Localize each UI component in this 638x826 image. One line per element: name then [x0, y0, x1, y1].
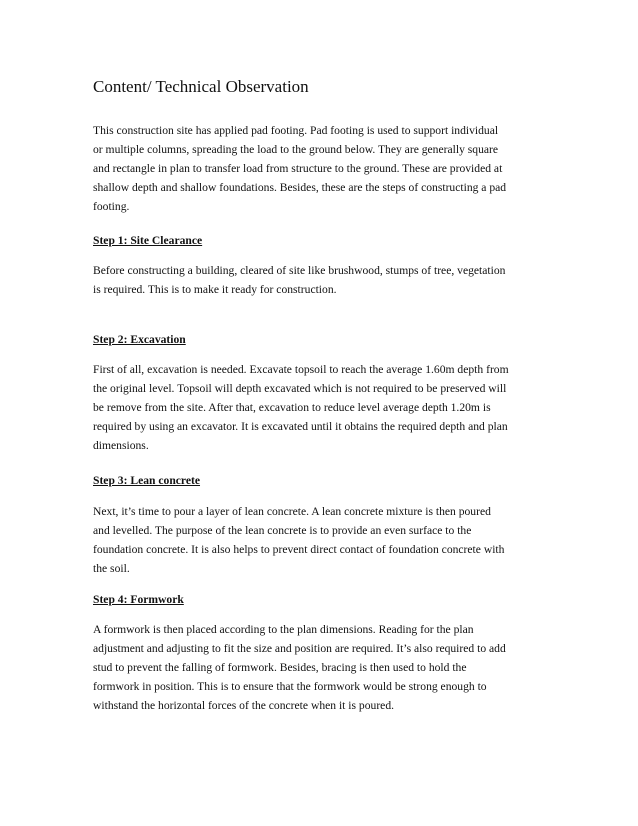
step-2-line: be remove from the site. After that, excavation to reduce level average depth 1.20m is [93, 401, 491, 415]
step-3-paragraph [93, 502, 548, 578]
step-1-line: Before constructing a building, cleared of site like brushwood, stumps of tree, vegetation [93, 264, 506, 277]
step-2-line: required by using an excavator. It is excavated until it obtains the required depth and plan [93, 420, 508, 434]
step-1-line: is required. This is to make it ready for construction. [93, 283, 337, 297]
step-3-line: foundation concrete. It is also helps to prevent direct contact of foundation concrete with [93, 543, 505, 557]
step-2-heading: Step 2: Excavation [93, 333, 186, 346]
intro-line: shallow depth and shallow foundations. Besides, these are the steps of constructing a pad [93, 181, 507, 195]
step-4-line: stud to prevent the falling of formwork. Besides, bracing is then used to hold the [93, 661, 467, 675]
step-4-line: withstand the horizontal forces of the concrete when it is poured. [93, 699, 395, 713]
intro-line: and rectangle in plan to transfer load from structure to the ground. These are provided at [93, 162, 503, 176]
step-1-paragraph [93, 261, 548, 299]
intro-line: footing. [93, 200, 130, 214]
step-3-line: and levelled. The purpose of the lean concrete is to provide an even surface to the [93, 524, 472, 538]
step-2-line: First of all, excavation is needed. Excavate topsoil to reach the average 1.60m depth from [93, 363, 509, 376]
step-2-paragraph [93, 360, 548, 455]
step-4-line: A formwork is then placed according to the plan dimensions. Reading for the plan [93, 623, 474, 636]
step-4-line: adjustment and adjusting to fit the size and position are required. It’s also required to add [93, 642, 506, 656]
intro-paragraph [93, 121, 548, 216]
step-3-line: Next, it’s time to pour a layer of lean concrete. A lean concrete mixture is then poured [93, 505, 491, 518]
intro-line: This construction site has applied pad footing. Pad footing is used to support individual [93, 124, 499, 137]
step-4-line: formwork in position. This is to ensure that the formwork would be strong enough to [93, 680, 487, 694]
step-2-line: the original level. Topsoil will depth excavated which is not required to be preserved will [93, 382, 507, 396]
step-1-heading: Step 1: Site Clearance [93, 234, 203, 247]
step-4-paragraph [93, 620, 548, 715]
step-3-heading: Step 3: Lean concrete [93, 474, 201, 487]
step-2-line: dimensions. [93, 439, 149, 453]
intro-line: or multiple columns, spreading the load to the ground below. They are generally square [93, 143, 499, 157]
step-4-heading: Step 4: Formwork [93, 593, 184, 606]
step-3-line: the soil. [93, 562, 130, 576]
page-title: Content/ Technical Observation [93, 77, 309, 96]
